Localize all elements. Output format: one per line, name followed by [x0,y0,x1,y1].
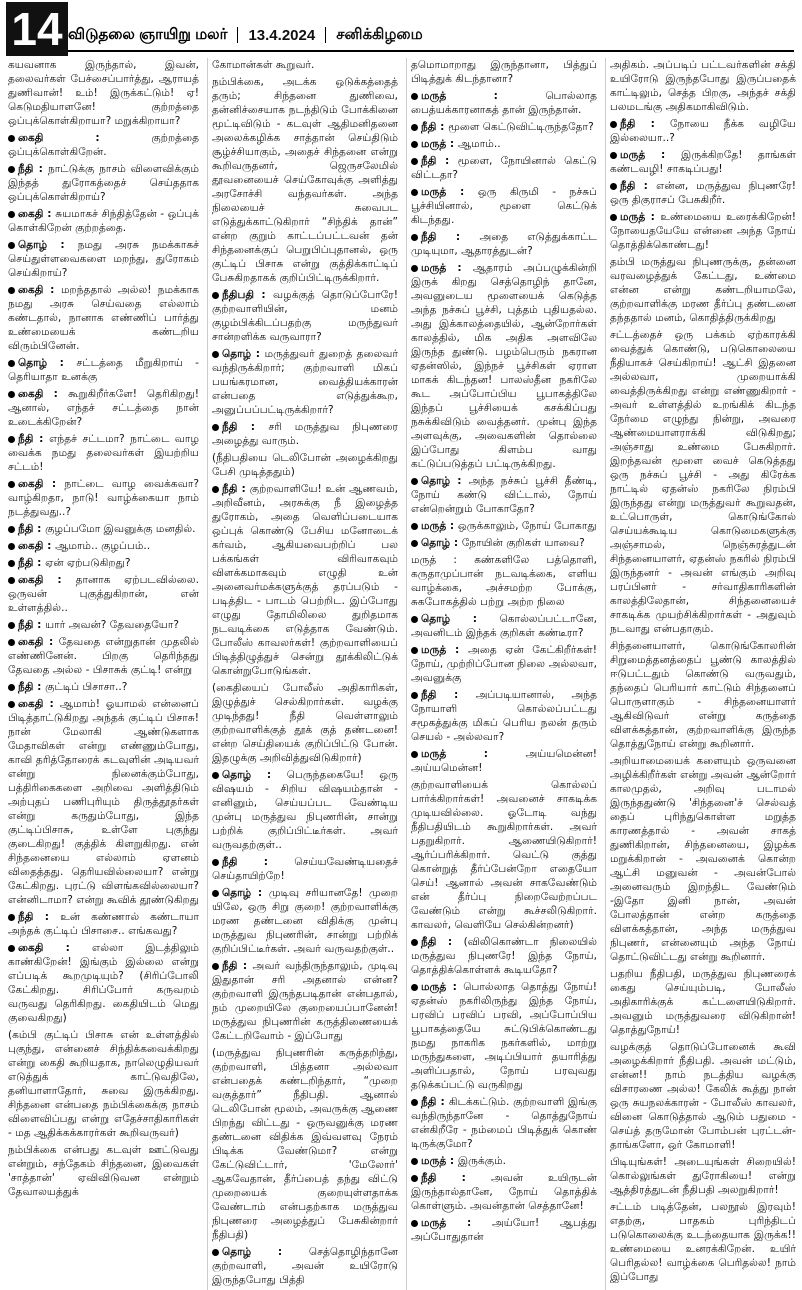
speaker-label: நீதி : [18,163,48,175]
speaker-label: நீதி : [222,421,269,433]
speaker-label: கைதி : [18,478,65,490]
bullet-icon [8,622,15,629]
paragraph-text: அவர் வந்திருந்தாலும், முடிவு இதுதான் சரி அதனால் என்ன? குற்றவாளி இருந்தபடிதான் என்பதால், நம் முறையிலே குறையைப்பானேன்! மருத்துவ நிபுணரின் கருத்திணையைக் கேட்டறிவோம் - இப்போது [212,960,398,1042]
bullet-icon [8,577,15,584]
speaker-label: நீதி : [421,1096,449,1108]
speaker-label: கைதி : [18,284,61,296]
paragraph [411,643,597,685]
speaker-label: மருத் : [620,149,682,161]
paragraph [411,553,597,609]
paragraph-text: மூளை கெட்டுவிட்டிருந்ததோ? [448,121,594,133]
paragraph [411,1171,597,1213]
speaker-label: நீதி : [18,619,46,631]
bullet-icon [411,141,418,148]
bullet-icon [610,121,617,128]
paragraph [8,131,199,159]
bullet-icon [411,523,418,530]
bullet-icon [212,351,219,358]
paragraph-text: அதை ஏன் கேட்கிறீர்கள்! நோய், முற்றிப்போன நிலை அல்லவா, அவனுக்கு [411,644,597,684]
paragraph [8,522,199,536]
paragraph-text: ஏன் ஏற்படுகிறது? [45,557,131,569]
speaker-label: நீதி : [421,231,480,243]
bullet-icon [411,265,418,272]
paragraph-text: யார் அவன்? தேவதையோ? [45,619,180,631]
paragraph [411,1216,597,1244]
speaker-label: கைதி : [18,574,76,586]
header-rule [68,50,794,52]
speaker-label: மருத் : [421,262,473,274]
speaker-label: தொழ் : [421,613,500,625]
bullet-icon [8,639,15,646]
paragraph-text: மருத் : கண்களிலே பத்தொளி, கருதாமுப்பான் நடவடிக்கை, எளிய வாழ்க்கை, அச்சமற்ற போக்கு, சுகபோகத்தில் பற்று அற்ற நிலை [411,554,597,608]
paragraph [411,185,597,227]
bullet-icon [8,945,15,952]
paragraph-text: அதிகம். அப்படிப் பட்டவர்களின் சக்தி உயிரோடு இருந்தபோது இருப்பதைக் காட்டிலும், செத்த பிறகு, அந்தச் சக்தி பலமடங்கு அதிகமாகிவிடும். [610,59,796,113]
paragraph [212,1046,398,1242]
speaker-label: தொழ் : [18,357,77,369]
bullet-icon [411,234,418,241]
paragraph [8,432,199,474]
paragraph [8,283,199,353]
paragraph-text: (கைதியைப் போலீஸ் அதிகாரிகள், இழுத்துச் செல்கிறார்கள். வழக்கு முடிந்தது! நீதி வெள்ளாலும் குற்றவாளிக்குத் தூக் குத் தண்டனை! என்ற செய்தியைக் குறிப்பிட்டு போன். இதழுக்கு அறிவித்துவிடுகிறார்) [212,682,398,764]
speaker-label: நீதி : [421,689,476,701]
paragraph-text: அதை எடுத்துக்காட்ட முடியுமா, ஆதாரத்துடன்? [411,231,597,257]
paragraph [411,747,597,775]
paragraph-text: இருக்கும். [457,1155,507,1167]
speaker-label: மருத் : [421,186,478,198]
paragraph-text: ஆதாரம் அப்பழுக்கின்றி இருக் கிறது செத்தொழிந் தானே, அவனுடைய மூளையைக் கெடுத்த அந்த நச்சுப் பூச்சி, புத்தம் புதியதல்ல. அது இக்காலத்தையில், ஆன்றோர்கள் காலத்தில், மிக அதிக அளவிலே இருந்த துண்டு. பழம்பெரும் நகரான ஏதன்ஸில், இந்நச் பூச்சிகள் ஏராள மாகக் கிடந்தன! பாலஸ்தீன நகரிலே கூட அப்போப்பிய பூபாகத்திலே இந்தப் பூச்சியைக் கசக்கிப்பது நசுக்கிவிடும் வைத்தனர். முன்பு இந்த அளவுக்கு, அவைகளின் தொல்லை இப்போது கிளம்ப வாது கட்டுப்படுத்தப் பட்டிருக்கிறது. [411,262,597,470]
bullet-icon [411,1220,418,1227]
paragraph [411,58,597,86]
paragraph [212,75,398,285]
divider [325,27,326,43]
paragraph-text: குழப்பமோ இவனுக்கு மனதில். [45,523,196,535]
title-bar [68,22,794,48]
paragraph-text: கொல்லப்பட்டானே, அவனிடம் இந்தக் குறிகள் கண்டீரா? [411,613,597,639]
paragraph-text: அவன் உயிருடன் இருந்தால்தானே, நோய் தொத்திக் கொள்ளும். அவன்தான் செத்தானே! [411,1172,597,1212]
paragraph-text: குற்றத்தை ஒப்புக்கொள்கிறேன். [8,132,199,158]
paragraph-text: சிந்தனையாளர், கொடுங்கோலரின் சிறுமைத்தனத்தைப் பூண்டு காலத்தில் ஈடுபட்டதும் கொண்டு வருவதும், தந்தைப் பெரியார் காட்டும் சிந்தனைப் பொருளாகும் - சிந்தனையாளர் ஆகிவிடுவர் என்று கருத்தை விளக்கத்தான், குற்றவாளிக்கு இருந்த தொத்துநோய் என்று கூறினார். [610,640,796,750]
paragraph-text: (மருத்துவ நிபுணரின் கருத்தறிந்து, குற்றவாளி, பித்தனா அல்லவா என்பதைக் கண்டறிந்தார், “முறை வகுத்தார்” நீதிபதி. ஆனால் டெலிபோன் மூலம், அவருக்கு ஆணை பிறந்து விட்டது - ஒருவனுக்கு மரண தண்டனை விதிக்க இவ்வளவு நேரம் பிடிக்க வேண்டுமா? என்று கேட்டுவிட்டார், 'மேலோர்' ஆகவேதான், தீர்ப்பைத் தந்து விட்டு முறையைக் குறையுள்ளதாக்க வேண்டாம் என்பதற்காக மருத்துவ நிபுணரை அழைத்துப் பேசுகின்றார் நீதிபதி) [212,1047,398,1241]
bullet-icon [610,183,617,190]
speaker-label: நீதி : [18,557,46,569]
speaker-label: மருத் : [421,90,546,102]
paragraph [411,935,597,977]
paragraph-text: நாட்டை வாழ வைக்கவா? வாழ்கிறதா, நாடு! வாழ்க்கையா நாம் நடத்துவது..? [8,478,200,518]
paragraph-text: குட்டிப் பிசாசா..? [45,681,128,693]
paragraph [411,120,597,134]
speaker-label: மருத் : [421,138,458,150]
speaker-label: நீதி : [18,681,46,693]
paragraph-text: பெருந்தகையே! ஒரு விஷயம் - சிறிய விஷயம்தான் - எனினும், செய்யப்பட வேண்டிய முன்பு மருத்துவ நிபுணரின், சான்று பற்றிக் குறிப்பிட்டீர்கள். அவர் வருவதற்குள்.. [212,769,398,851]
paragraph [411,261,597,471]
speaker-label: தொழ் : [421,537,462,549]
paragraph [411,154,597,182]
paragraph-text: எந்தச் சட்டமா? நாட்டை வாழ வைக்க நமது தலைவர்கள் இயற்றிய சட்டம்! [8,433,199,473]
paragraph [8,635,199,677]
speaker-label: தொழ் : [18,239,78,251]
paragraph-text: செய்யவேண்டியதைச் செய்தாயிற்றே! [212,856,398,882]
bullet-icon [212,772,219,779]
speaker-label: நீதி : [620,118,670,130]
column-3 [406,58,597,1290]
paragraph [610,754,796,964]
paragraph-text: நமது அரசு நமக்காகச் செய்துள்ளவைகளை மறந்து, துரோகம் செய்கிறாய்? [8,239,199,279]
speaker-label: மருத் : [421,748,526,760]
bullet-icon [411,751,418,758]
paragraph-text: மூளை, நோயினால் கெட்டு விட்டதா? [411,155,597,181]
speaker-label: நீதி : [18,911,61,923]
paragraph-text: என்ன, மருத்துவ நிபுணரே! ஒரு திகுராசப் பேசுகிறீர். [610,180,796,206]
paragraph [411,980,597,1092]
bullet-icon [8,360,15,367]
speaker-label: தொழ் : [421,475,469,487]
speaker-label: நீதி : [421,936,464,948]
paragraph [8,680,199,694]
article-columns [8,58,796,1286]
paragraph [411,230,597,258]
bullet-icon [212,292,219,299]
paragraph [610,117,796,145]
speaker-label: நீதி : [222,483,250,495]
paragraph-text: உன் கண்ணால் கண்டாயா அந்தக் குட்டிப் பிசாசை.. எங்கவது? [8,911,199,937]
speaker-label: மருத் : [421,1155,458,1167]
paragraph-text: அறியாமையைக் களையும் ஒருவனை அழிக்கிறீர்கள் என்று அவன் ஆன்றோர் காலமுதல், அறிவு படாமல் இருந்ததுண்டு 'சிந்தனை'ச் செல்வத் தைப் புரிந்துகொள்ள மறுத்த காரணத்தால் - அவன் சாகத் துணிகிறான், சிந்தனையை, இழக்க மறுக்கிறான் - அவனைக் கொன்ற ஆட்சி மனுவன் - அவன்போல் அனைவரும் இறந்திட வேண்டும் -இதோ இனி நான், அவன் போலத்தான் என்ற கருத்தை விளக்கத்தான், அந்த மருத்துவ நிபுணர், என்னையும் அந்த நோய் தொட்டுவிட்டது என்று கூறினார். [610,755,796,963]
paragraph-text: கோமான்கள் கூறுவர். [212,59,315,71]
paragraph-text: நம்பிக்கை என்பது கடவுள் ஊட்டுவது என்றும், சந்தேகம் சிந்தனை, இவைகள் 'சாத்தான்' ஏவிவிடுவன என்றும் தேவாலயத்துக் [8,1144,199,1198]
bullet-icon [8,242,15,249]
paragraph-text: சட்டத்தைச் ஒரு பக்கம் ஏற்காரக்கி வைத்துக் கொண்டு, படுகொலையை நீதியாகச் செய்கிறாய்! ஆட்சி இதனை அல்லவா, முறையாக்கி வைத்திருக்கிறது என்று எண்ணுகிறார் - அவர் உள்ளத்தில் உறங்கிக் கிடந்த நேர்மை எழுந்து நின்று, அவரை ஆண்மையாளராக்கி விடுகிறது; அஞ்சாது உண்மை பேசுகிறார். இறந்தவன் மூளை வைச் கெடுத்தது ஒரு நச்சுப் பூச்சி - அது கிரேக்க நாட்டில் ஏதன்ஸ் நகரிலே நிரம்பி இருந்தது என்று மருத்துவர் கூறுவதன், உட்பொருள், கொடுங்கோல் செய்யக்கூடிய கொடுமைகளுக்கு அஞ்சாமல், நெஞ்சுரத்துடன் சிந்தனையாளர், ஏதன்ஸ் நகரில் நிரம்பி இருந்தனர் - அவன் எங்கும் அறிவு பரப்பினர் - சர்வாதிகாரிகளின் காலத்திலேதான், சிந்தனையைச் சாகடிக்க முயற்சிக்கிறார்கள் - அதுவும் நடவாது என்பதாகும். [610,329,796,635]
paragraph [610,1155,796,1197]
bullet-icon [8,914,15,921]
bullet-icon [411,1158,418,1165]
paragraph [212,451,398,479]
paragraph-text: தானாக ஏற்படவில்லை. ஒருவன் புகுத்துகிறான், என் உள்ளத்தில்.. [8,574,199,614]
bullet-icon [8,560,15,567]
bullet-icon [212,424,219,431]
paragraph [212,1245,398,1287]
paragraph [610,1040,796,1152]
issue-day: சனிக்கிழமை [336,25,423,43]
paragraph [610,179,796,207]
paragraph [8,1028,199,1140]
bullet-icon [8,287,15,294]
column-4 [605,58,796,1290]
paragraph-text: பொல்லாத தொத்து நோய்! ஏதன்ஸ் நகரிலிருந்து இந்த நோய், பரவிப் பரவிப் பரவி, அப்போப்பிய பூபாகத்தையே சுட்டுபிக்கொண்டது நமது நாகரிக நகர்களில், மாற்று மருந்துகளை, அடிப்பியார் தயாரித்து அளிப்பதால், நோய் பரவுவது தடுக்கப்பட்டு வருகிறது [411,981,598,1091]
paragraph-text: ஆமாம்! ஓயாமல் என்னைப் பிடித்தாட்டுகிறது அந்தக் குட்டிப் பிசாசு! நான் மேலாகி ஆண்டுகளாக மேதாவிகள் என்று எண்ணும்போது, காவி தரித்தோரைக் கடவுளின் அடியவர் என்று நினைக்கும்போது, பத்திரிகைகளை அறிவை அளித்திடும் அற்புதப் பணிபுரியும் திருத்தூதர்கள் என்று கருதும்போது, இந்த குட்டிப்பிசாசு, உள்ளே புகுந்து குடைகிறது! குத்திக் கிளறுகிறது. என் சிந்தனையை எல்லாம் ஏளனம் விதைத்தது. தெரியவில்லையா? என்று கேட்கிறது. புரட்டு விளங்கவில்லையா? என்னிடாமா? என்று கூவிக் தூண்டுகிறது [8,698,199,906]
speaker-label: கைதி : [18,698,60,710]
paragraph-text: தமொமாறாது இருந்தானா, பித்துப் பிடித்துக் கிடந்தானா? [411,59,597,85]
issue-date: 13.4.2024 [248,26,316,44]
bullet-icon [411,616,418,623]
column-2 [207,58,398,1290]
paragraph [212,681,398,765]
paper-name: விடுதலை ஞாயிறு மலர் [68,25,228,43]
paragraph [212,482,398,678]
bullet-icon [8,391,15,398]
paragraph-text: அப்படியானால், அந்த நோயாளி கொல்லப்பட்டது சமூகத்துக்கு மிகப் பெரிய நலன் தரும் செயல் - அல்லவா? [411,689,597,743]
paragraph-text: நோயின் குறிகள் யாவை? [461,537,585,549]
speaker-label: நீதி : [421,121,449,133]
paragraph-text: (கம்பி குட்டிப் பிசாசு என் உள்ளத்தில் புகுந்து, என்னைச் சிந்திக்கவைக்கிறது என்று கைதி கூறியதாக, நாலெழுதியவர் எடுத்துக் காட்டுவதிலே, தனியாளாதோர், சுவை இருக்கிறது. சிந்தனை என்பதை நம்பிக்கைக்கு நாசம் விளைவிப்பது என்று எதேச்சாதிகாரிகள் - மத ஆதிக்கக்காரர்கள் கூறிவருவர்) [8,1029,199,1139]
paragraph [411,1154,597,1168]
paragraph [610,967,796,1037]
paragraph-text: அந்த நச்சுப் பூச்சி தீண்டி, நோய் கண்டு விட்டால், நோய் என்றென்றும் போகாதோ? [411,475,597,515]
paragraph [8,477,199,519]
bullet-icon [212,1249,219,1256]
paragraph-text: ஆமாம்.. குழப்பம்.. [55,540,151,552]
paragraph [8,573,199,615]
paragraph [610,148,796,176]
speaker-label: கைதி : [18,636,59,648]
speaker-label: நீதி : [421,1172,491,1184]
paragraph-text: நோயை நீக்க வழியே இல்லையா..? [610,118,796,144]
bullet-icon [411,1099,418,1106]
bullet-icon [610,214,617,221]
paragraph-text: முடிவு சரியானதே! முறை யிலே, ஒரு சிறு குறை! குற்றவாளிக்கு மரண தண்டனை விதிக்கு முன்பு மருத்துவ நிபுணரின், சான்று பற்றிக் குறிப்பிட்டீர்கள். அவர் வருவதற்குள்.. [212,887,398,955]
column-1 [8,58,199,1290]
paragraph [8,618,199,632]
paragraph-text: தம்பி மருத்துவ நிபுணருக்கு, தன்னை வரவழைத்துக் கேட்டது, உண்மை என்ன என்று கண்டறியாமலே, குற்றவாளிக்கு மரண தீர்ப்பு தண்டனை தந்ததால் மனம், கொதித்திருக்கிறது [610,256,796,324]
bullet-icon [411,939,418,946]
paragraph [411,688,597,744]
speaker-label: மருத் : [421,1217,492,1229]
paragraph-text: நாட்டுக்கு நாசம் விளைவிக்கும் இந்தத் துரோகத்தைச் செய்ததாக ஒப்புக்கொள்கிறாய்? [8,163,199,203]
paragraph-text: பிடியுங்கள்! அடையுங்கள் சிறையில்! கொல்லுங்கள் துரோகியை! என்று ஆத்திரத்துடன் நீதிபதி அலறுகிறார்! [610,1156,796,1196]
bullet-icon [8,481,15,488]
paragraph-text: உண்மையை உரைக்கிறேன்! நோயைதயேயே என்னை அந்த நோய் தொத்திக்கொண்டது! [610,211,796,251]
paragraph [8,556,199,570]
speaker-label: நீதி : [222,960,253,972]
bullet-icon [8,701,15,708]
speaker-label: கைதி : [18,942,93,954]
paragraph-text: சரி மருத்துவ நிபுணரை அழைத்து வாரும். [212,421,398,447]
speaker-label: கைதி : [18,540,56,552]
paragraph [411,536,597,550]
paragraph [610,639,796,751]
speaker-label: நீதி : [18,523,46,535]
paragraph-text: (விலிகொண்டா நிலையில் மருத்துவ நிபுணரே! இந்த நோய், தொத்திக்கொள்ளக் கூடியதோ? [411,936,597,976]
paragraph [212,58,398,72]
paragraph-text: அய்யமென்ன! அய்யமென்ன! [411,748,597,774]
bullet-icon [8,543,15,550]
paragraph [610,328,796,636]
paragraph-text: எல்லா இடத்திலும் காண்கிறேன்! இங்கும் இல்லை என்று எப்படிக் கூறமுடியும்? (சிரிப்போலி கேட்கிறது. சிரிப்போர் கருவறம் வருவது தெரிகிறது. கைதியிடம் மெது குவைகிறது) [8,942,200,1024]
bullet-icon [411,93,418,100]
paragraph [212,886,398,956]
speaker-label: கைதி : [18,132,152,144]
paragraph-text: பொல்லாத பைத்யக்காரனாகத் தான் இருந்தான். [411,90,597,116]
paragraph-text: குற்றவாளியே! உன் ஆணவம், அறிவீனம், அரசுக்கு நீ இழைத்த துரோகம், அதை வெளிப்படையாக ஒப்புக் கொண்டு பேசிய மனோடைக் கர்வம், ஆகியவைபற்றிப் பல பக்கங்கள் விரிவாகவும் விளக்கமாகவும் எழுதி உன் அனைவர்மக்களுக்குத் தரப்படும் - படித்திட - பாடம் பெற்றிட. இப்போது எழுது தோமிலிலை துறிதமாக நடவடிக்கை எடுத்தாக வேண்டும். போலீஸ் காவலர்கள்! குற்றவாளியைப் பிடித்திழுத்துச் சென்று தூக்கிலிட்டுக் கொன்றுபோடுங்கள். [212,483,398,677]
paragraph-text: சுயமாகச் சிந்தித்தேன் - ஒப்புக் கொள்கிறேன் குற்றத்தை. [8,208,199,234]
bullet-icon [610,152,617,159]
speaker-label: மருத் : [421,520,458,532]
bullet-icon [8,135,15,142]
paragraph [411,612,597,640]
masthead [0,0,802,58]
paragraph [8,941,199,1025]
paragraph-text: கிடக்கட்டும். குற்றவாளி இங்கு வந்திருந்தானே - தொத்துநோய் என்கிறீரே - நம்மைப் பிடித்துக் கொண் டிருக்குமோ? [411,1096,597,1150]
paragraph-text: கயவனாக இருந்தால், இவன், தலைவர்கள் பேச்சைப்பார்த்து, ஆராயத் துணிவான்! உம்! இருக்கட்டும்! ஏ! கெடுமதியாளனே! குற்றத்தை ஒப்புக்கொள்கிறாயா? மறுக்கிறாயா? [8,59,199,127]
paragraph-text: மறந்ததால் அல்ல! நமக்காக நமது அரசு செய்வதை எல்லாம் கண்டதால், நானாக எண்ணிப் பார்த்து உண்மையைக் கண்டறிய விரும்பினேன். [8,284,199,352]
bullet-icon [8,211,15,218]
speaker-label: தொழ் : [222,887,269,899]
paragraph-text: ஆமாம்.. [457,138,501,150]
bullet-icon [411,984,418,991]
paragraph [212,768,398,852]
speaker-label: மருத் : [620,211,661,223]
speaker-label: நீதி : [421,155,458,167]
paragraph [8,58,199,128]
paragraph-text: சட்டத்தை மீறுகிறாய் - தெரியாதா உனக்கு [8,357,199,383]
paragraph [610,255,796,325]
bullet-icon [212,486,219,493]
paragraph [411,89,597,117]
paragraph [8,910,199,938]
speaker-label: நீதி : [18,433,50,445]
paragraph-text: சட்டம் படித்தேன், பலநூல் இரவும்! எதற்கு, பாதகம் புரிந்திடப் படுகொலைக்கு உடந்தையாக இருக்க!! உண்மையை உனரக்கிறேன். உயிர் பெரிதல்ல! வாழ்க்கை பெரிதல்ல! நாம் இப்போது [610,1201,796,1283]
bullet-icon [8,526,15,533]
speaker-label: நீதிபதி : [222,289,274,301]
page-number: 14 [6,2,68,56]
bullet-icon [411,124,418,131]
speaker-label: நீதி : [222,856,295,868]
paragraph [212,855,398,883]
bullet-icon [212,963,219,970]
paragraph-text: கூறுகிறீர்களே! தெரிகிறது! ஆனால், எந்தச் சட்டத்தை நான் உடைக்கிறேன்? [8,388,199,428]
bullet-icon [411,647,418,654]
paragraph [411,778,597,932]
bullet-icon [411,540,418,547]
bullet-icon [8,684,15,691]
paragraph [212,288,398,344]
paragraph [8,697,199,907]
bullet-icon [8,166,15,173]
paragraph [610,210,796,252]
speaker-label: தொழ் : [222,769,287,781]
speaker-label: நீதி : [620,180,657,192]
paragraph [212,420,398,448]
speaker-label: மருத் : [421,981,464,993]
bullet-icon [212,859,219,866]
bullet-icon [8,436,15,443]
bullet-icon [411,692,418,699]
speaker-label: தொழ் : [222,348,265,360]
paragraph [411,474,597,516]
paragraph [212,959,398,1043]
speaker-label: கைதி : [18,388,69,400]
paragraph [8,387,199,429]
speaker-label: மருத் : [421,644,469,656]
paragraph [8,162,199,204]
paragraph-text: நம்பிக்கை, அடக்க ஒடுக்கத்தைத் தரும்; சிந்தனை துணிவை, தன்னிச்சையாக நடந்திடும் போக்கினை மூட்டிவிடும் - கடவுள் ஆதிமனிதனை அலைக்கழிக்க சாத்தான் செய்திடும் சூழ்ச்சியாகும், அதைச் சிந்தனை என்று கூறிவருதனர், ஜெருசலேமில் தூவனையைச் செய்கோவுக்கு அளித்து அரசோச்சி வந்தவர்கள். அந்த நிலையைச் சுவைபட எடுத்துக்காட்டுகிறார் “சிந்திக்‌ தான்” என்ற குறும் காட்டப்பட்டவன் தன் சிந்தனைக்குப் பெறுபிப்புதானல், ஒரு குட்டிப் பிசாசு என்று குத்திக்காட்டிப் பேசுகிறதாகக் குறிப்பிட்டிருக்கிறார். [212,76,398,284]
bullet-icon [411,189,418,196]
speaker-label: கைதி : [18,208,56,220]
paragraph-text: ஒரு கிருமி - நச்சுப் பூச்சியினால், மூளை கெட்டுக் கிடந்தது. [411,186,597,226]
paragraph-text: குற்றவாளியைக் கொல்லப் பார்க்கிறார்கள்! அவனைச் சாகடிக்க முடியவில்லை. ஓடோடி வந்து நீதிபதியிடம் கூறுகிறார்கள். அவர் பதறுகிறார். ஆணையிடுகிறார்! ஆர்ப்பரிக்கிறார். வெட்டு குத்து கொன்றுத் தீர்ப்பேன்றோ எதையோ செய்! ஆனால் அவன் சாகவேண்டும் என் தீர்ப்பு நிறைவேற்றப்பட வேண்டும் என்று கூச்சலிடுகிறார். காவலர், வெளியே செல்கின்றனர்) [411,779,597,931]
paragraph-text: பதறிய நீதிபதி, மருத்துவ நிபுணரைக் கைது செய்யும்படி, போலீஸ் அதிகாரிக்குக் கட்டளையிடுகிறார். அவனும் மருத்துவரை விடுகிறான்! தொத்துநோய்! [610,968,796,1036]
paragraph [411,137,597,151]
paragraph-text: செத்தொழிந்தானே குற்றவாளி, அவன் உயிரோடு இருந்தபோது பித்தி [212,1246,398,1286]
paragraph-text: தேவதை என்றுதான் முதலில் எண்ணினேன். பிறகு தெரிந்தது தேவதை அல்ல - பிசாசுக் குட்டி! என்று [8,636,200,676]
paragraph [8,539,199,553]
bullet-icon [411,158,418,165]
paragraph-text: அய்யோ! ஆபத்து அப்போதுதான் [411,1217,597,1243]
divider [237,27,238,43]
paragraph-text: இருக்கிறதே! தாங்கள் கண்டவழி! சாகடிப்பது! [610,149,796,175]
speaker-label: தொழ் : [222,1246,309,1258]
bullet-icon [411,1175,418,1182]
paragraph-text: வழக்குத் தொடுப்போரே! குற்றவாளியின், மனம் குழம்பிக்கிடப்பதற்கு மருந்துவர் சான்றளிக்க வருவாரா? [212,289,398,343]
paragraph [8,1143,199,1199]
paragraph-text: மருத்துவர் துறைத் தலைவர் வந்திருக்கிறார்; குற்றவாளி மிகப் பயங்கரமான, வைத்தியக்காரன் என்பதை எடுத்துக்கூற, அனுப்பப்பட்டிருக்கிறார்? [212,348,398,416]
paragraph-text: (நீதிபதியை டெலிபோன் அழைக்கிறது பேசி முடித்ததும்) [212,452,398,478]
paragraph-text: ஒருக்காலும், நோய் போகாது [457,520,597,532]
paragraph [8,207,199,235]
paragraph [411,519,597,533]
bullet-icon [411,478,418,485]
bullet-icon [212,890,219,897]
paragraph [8,238,199,280]
paragraph-text: வழக்குத் தொடுப்போனைக் கூவி அழைக்கிறார் நீதிபதி. அவன் மட்டும், என்ன!! நாம் நடத்திய வழக்கு விசாரணை அல்ல! கேலிக் கூத்து நான் ஒரு சுயநலக்காரன் - போலீஸ் காவலர், வினை கொடுத்தால் ஆடும் பதுமை - செய்த் தருமோன் போம்பன் புரட்டன்- தாங்களோ, ஒர் கோமாளி! [610,1041,796,1151]
paragraph [411,1095,597,1151]
paragraph [610,1200,796,1284]
paragraph [8,356,199,384]
paragraph [212,347,398,417]
paragraph [610,58,796,114]
